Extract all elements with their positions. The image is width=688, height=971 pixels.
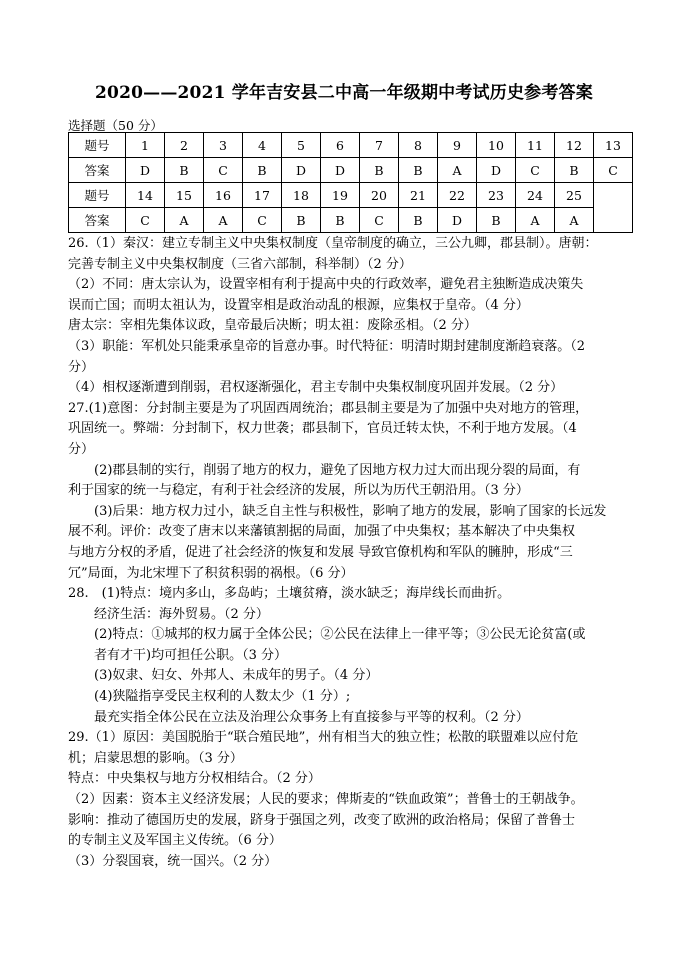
- question-number: 22: [438, 183, 477, 208]
- answer-line: （3）职能：军机处只能秉承皇帝的旨意办事。时代特征：明清时期封建制度渐趋衰落。（2: [68, 338, 586, 354]
- question-number: 2: [165, 133, 204, 158]
- answer-table: [68, 132, 633, 233]
- answer-cell: B: [555, 158, 594, 183]
- answer-line: (2)郡县制的实行，削弱了地方的权力，避免了因地方权力过大而出现分裂的局面，有: [94, 462, 581, 478]
- section-label: 选择题（50 分）: [68, 118, 163, 133]
- answer-line: （3）分裂国衰，统一国兴。（2 分）: [68, 853, 278, 869]
- answer-line: 的专制主义及军国主义传统。（6 分）: [68, 833, 282, 849]
- question-number: 18: [282, 183, 321, 208]
- answer-line: 最充实指全体公民在立法及治理公众事务上有直接参与平等的权利。（2 分）: [94, 709, 529, 725]
- answer-line: 28. (1)特点：境内多山，多岛屿；土壤贫瘠，淡水缺乏；海岸线长而曲折。: [68, 586, 511, 602]
- answer-cell: D: [438, 208, 477, 233]
- table-row: [69, 183, 633, 208]
- answer-line: (4)狭隘指享受民主权利的人数太少（1 分）;: [94, 689, 351, 705]
- answer-line: 机；启蒙思想的影响。（3 分）: [68, 750, 243, 766]
- row-label-answer: 答案: [69, 208, 126, 233]
- answer-cell: C: [126, 208, 165, 233]
- answer-line: (3)奴隶、妇女、外邦人、未成年的男子。（4 分）: [94, 668, 379, 684]
- question-number: 5: [282, 133, 321, 158]
- answer-line: 展不利。评价：改变了唐末以来藩镇割据的局面，加强了中央集权；基本解决了中央集权: [68, 524, 576, 540]
- answer-cell: B: [321, 208, 360, 233]
- question-number: 6: [321, 133, 360, 158]
- answer-line: （2）因素：资本主义经济发展；人民的要求；俾斯麦的“铁血政策”；普鲁士的王朝战争。: [68, 792, 584, 808]
- answer-cell: A: [165, 208, 204, 233]
- question-number: 24: [516, 183, 555, 208]
- answer-cell: C: [594, 158, 633, 183]
- answer-line: 误而亡国；而明太祖认为，设置宰相是政治动乱的根源，应集权于皇帝。（4 分）: [68, 297, 529, 313]
- question-number: 25: [555, 183, 594, 208]
- answer-line: 分）: [68, 441, 95, 457]
- question-number: 7: [360, 133, 399, 158]
- answer-line: 影响：推动了德国历史的发展，跻身于强国之列，改变了欧洲的政治格局；保留了普鲁士: [68, 812, 576, 828]
- answer-line: 利于国家的统一与稳定，有利于社会经济的发展，所以为历代王朝沿用。（3 分）: [68, 483, 529, 499]
- question-number: 14: [126, 183, 165, 208]
- answer-cell: A: [516, 208, 555, 233]
- answer-cell: D: [282, 158, 321, 183]
- page-title: 2020——2021 学年吉安县二中高一年级期中考试历史参考答案: [95, 83, 593, 103]
- answer-line: (3)后果：地方权力过小，缺乏自主性与积极性，影响了地方的发展，影响了国家的长远发: [94, 503, 607, 519]
- question-number: 9: [438, 133, 477, 158]
- answer-cell: B: [399, 208, 438, 233]
- answer-line: 27.(1)意图：分封制主要是为了巩固西周统治；郡县制主要是为了加强中央对地方的管理，: [68, 400, 589, 416]
- question-number: 12: [555, 133, 594, 158]
- answer-cell: B: [399, 158, 438, 183]
- question-number: 10: [477, 133, 516, 158]
- answer-body: [68, 234, 628, 872]
- question-number: 15: [165, 183, 204, 208]
- table-row: [69, 158, 633, 183]
- answer-cell: B: [165, 158, 204, 183]
- answer-cell: B: [243, 158, 282, 183]
- question-number: 4: [243, 133, 282, 158]
- question-number: 11: [516, 133, 555, 158]
- question-number: 16: [204, 183, 243, 208]
- question-number: 17: [243, 183, 282, 208]
- answer-line: 完善专制主义中央集权制度（三省六部制，科举制）（2 分）: [68, 256, 412, 272]
- answer-line: (2)特点：①城邦的权力属于全体公民；②公民在法律上一律平等；③公民无论贫富(或: [94, 627, 586, 643]
- answer-cell: A: [438, 158, 477, 183]
- question-number: 3: [204, 133, 243, 158]
- answer-cell: A: [555, 208, 594, 233]
- answer-line: 经济生活：海外贸易。（2 分）: [94, 606, 269, 622]
- row-label-question: 题号: [69, 183, 126, 208]
- question-number: 23: [477, 183, 516, 208]
- question-number: 1: [126, 133, 165, 158]
- answer-cell: C: [516, 158, 555, 183]
- answer-line: 者有才干)均可担任公职。（3 分）: [94, 647, 287, 663]
- empty-cell: [594, 183, 633, 208]
- answer-cell: C: [360, 208, 399, 233]
- empty-cell: [594, 208, 633, 233]
- answer-line: 巩固统一。弊端：分封制下，权力世袭；郡县制下，官员迁转太快，不利于地方发展。（4: [68, 421, 577, 437]
- answer-cell: D: [126, 158, 165, 183]
- question-number: 13: [594, 133, 633, 158]
- answer-line: 29.（1）原因：美国脱胎于“联合殖民地”，州有相当大的独立性；松散的联盟难以应付危: [68, 730, 579, 746]
- question-number: 19: [321, 183, 360, 208]
- answer-line: （2）不同：唐太宗认为，设置宰相有利于提高中央的行政效率，避免君主独断造成决策失: [68, 277, 584, 293]
- answer-cell: A: [204, 208, 243, 233]
- question-number: 20: [360, 183, 399, 208]
- answer-line: 分）: [68, 359, 95, 375]
- answer-line: 与地方分权的矛盾，促进了社会经济的恢复和发展 导致官僚机构和军队的臃肿，形成“三: [68, 544, 573, 560]
- row-label-answer: 答案: [69, 158, 126, 183]
- answer-line: 26.（1）秦汉：建立专制主义中央集权制度（皇帝制度的确立，三公九卿，郡县制）。唐朝：: [68, 236, 598, 251]
- answer-line: （4）相权逐渐遭到削弱，君权逐渐强化，君主专制中央集权制度巩固并发展。（2 分）: [68, 380, 564, 396]
- answer-cell: B: [360, 158, 399, 183]
- table-row: [69, 208, 633, 233]
- answer-line: 冗”局面，为北宋埋下了积贫积弱的祸根。（6 分）: [68, 565, 354, 581]
- answer-cell: C: [243, 208, 282, 233]
- question-number: 21: [399, 183, 438, 208]
- answer-cell: D: [477, 158, 516, 183]
- answer-line: 唐太宗：宰相先集体议政，皇帝最后决断；明太祖：废除丞相。（2 分）: [68, 318, 477, 334]
- table-row: [69, 133, 633, 158]
- answer-cell: C: [204, 158, 243, 183]
- answer-cell: B: [282, 208, 321, 233]
- answer-cell: B: [477, 208, 516, 233]
- row-label-question: 题号: [69, 133, 126, 158]
- answer-line: 特点：中央集权与地方分权相结合。（2 分）: [68, 771, 321, 787]
- answer-cell: D: [321, 158, 360, 183]
- question-number: 8: [399, 133, 438, 158]
